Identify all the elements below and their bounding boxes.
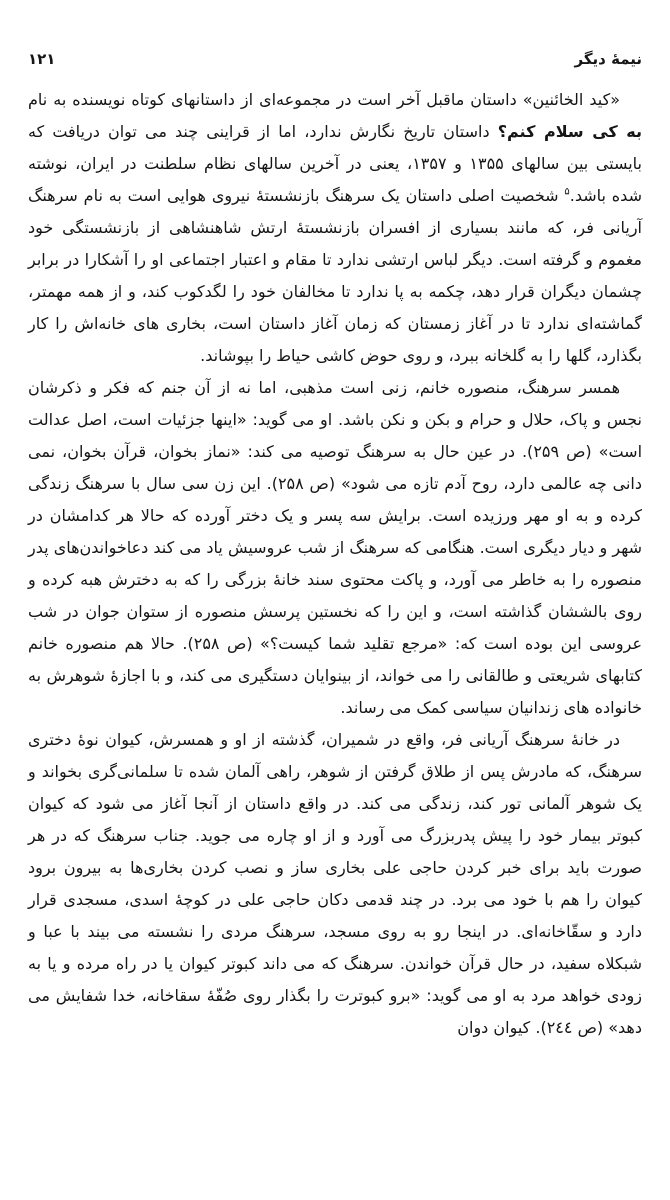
story-title-bold: به کی سلام کنم؟ [497,122,643,141]
paragraph [28,724,642,1044]
footnote-marker: ۵ [564,186,570,198]
text-segment: شخصیت اصلی داستان یک سرهنگ بازنشستهٔ نیروی هوایی است به نام سرهنگ آریانی فر، که مانند بسیاری از افسران بازنشستهٔ ارتش شاهنشاهی از بازنشستگی خود مغموم و گرفته است. دیگر لباس ارتشی ندارد تا مقام و اعتبار اجتماعی او را آشکارا در برابر چشمان دیگران قرار دهد، چکمه به پا ندارد تا مخالفان خود را لگدکوب کند، و از همه مهمتر، گماشته‌ای ندارد تا در آغاز زمستان که زمان آغاز داستان است، بخاری های خانه‌اش را کار بگذارد، گلها را به گلخانه ببرد، و روی حوض کاشی حیاط را بپوشاند. [28,186,642,365]
text-body [28,84,642,1044]
text-segment: «کید الخائنین» داستان ماقبل آخر است در مجموعه‌ای از داستانهای کوتاه نویسنده به نام [28,90,620,109]
text-segment: داستان تاریخ نگارش ندارد، اما از قراینی چند می توان دریافت که بایستی بین سالهای ۱۳۵۵ و ۱۳۵۷، یعنی در آخرین سالهای نظام سلطنت در ایران، نوشته شده باشد. [28,122,643,205]
paragraph [28,84,642,372]
running-title: نیمهٔ دیگر [574,50,642,68]
text-segment: در خانهٔ سرهنگ آریانی فر، واقع در شمیران، گذشته از او و همسرش، کیوان نوهٔ دختری سرهنگ، که مادرش پس از طلاق گرفتن از شوهر، راهی آلمان شده تا سلمانی‌گری بخواند و یک شوهر آلمانی تور کند، زندگی می کند. در واقع داستان از آنجا آغاز می شود که کیوان کبوتر بیمار خود را پیش پدربزرگ می آورد و از او چاره می جوید. جناب سرهنگ که در هر صورت باید برای خبر کردن حاجی علی بخاری ساز و نصب کردن بخاری‌ها به بیرون برود کیوان را هم با خود می برد. در چند قدمی دکان حاجی علی در کوچهٔ اسدی، مسجدی قرار دارد و سقّاخانه‌ای. در اینجا رو به روی مسجد، سرهنگ مردی را نشسته می بیند با عبا و شبکلاه سفید، در حال قرآن خواندن. سرهنگ که می داند کبوتر کیوان یا در راه مرده و یا به زودی خواهد مرد به او می گوید: «برو کبوترت را بگذار روی صُفّهٔ سقاخانه، خدا شفایش می دهد» (ص ۲٤٤). کیوان دوان [28,730,642,1037]
text-segment: همسر سرهنگ، منصوره خانم، زنی است مذهبی، اما نه از آن جنم که فکر و ذکرشان نجس و پاک، حلال و حرام و بکن و نکن باشد. او می گوید: «اینها جزئیات است، اصل عدالت است» (ص ۲۵۹). در عین حال به سرهنگ توصیه می کند: «نماز بخوان، قرآن بخوان، نمی دانی چه عالمی دارد، روح آدم تازه می شود» (ص ۲۵۸). این زن سی سال با سرهنگ زندگی کرده و به او مهر ورزیده است. برایش سه پسر و یک دختر آورده که حالا هر کدامشان در شهر و دیار دیگری است. هنگامی که سرهنگ از شب عروسیش یاد می کند دعاخواندن‌های پدر منصوره را به خاطر می آورد، و پاکت محتوی سند خانهٔ بزرگی را که به دخترش هبه کرده و روی بالششان گذاشته است، و این را که نخستین پرسش منصوره از ستوان جوان در شب عروسی این بوده است که: «مرجع تقلید شما کیست؟» (ص ۲۵۸). حالا هم منصوره خانم کتابهای شریعتی و طالقانی را می خواند، از بینوایان دستگیری می کند، و با اجازهٔ شوهرش به خانواده های زندانیان سیاسی کمک می رساند. [28,378,643,717]
page-number: ۱۲۱ [28,50,56,68]
page-header [28,50,642,68]
paragraph [28,372,642,724]
